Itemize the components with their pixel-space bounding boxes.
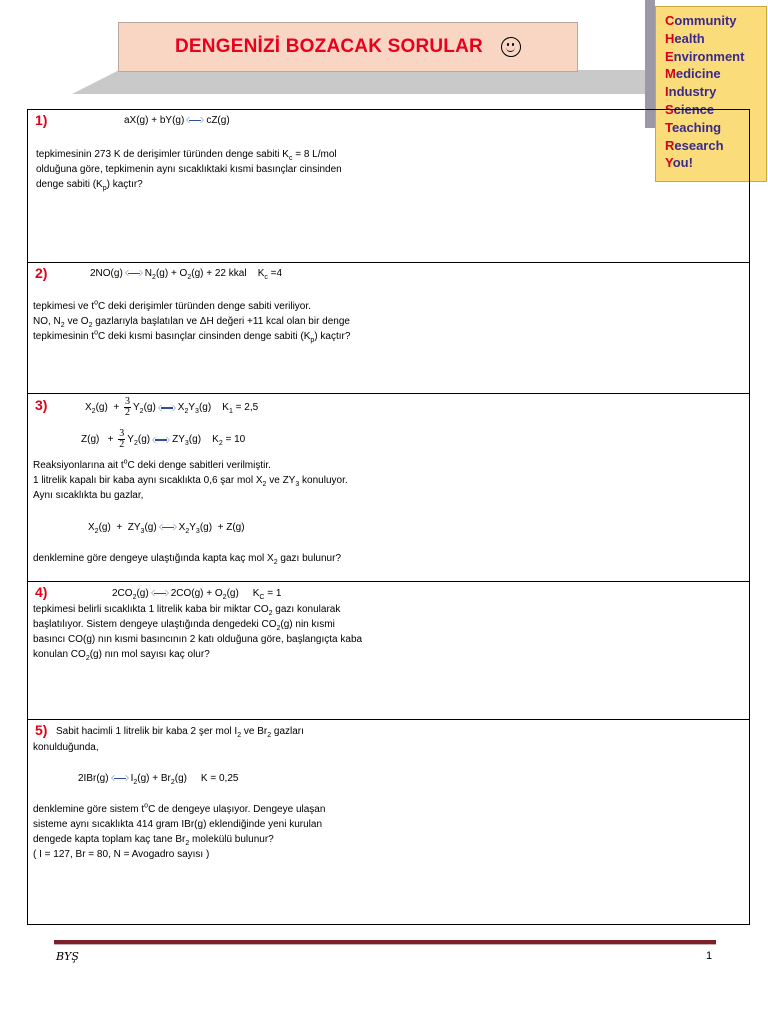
- question-intro: Sabit hacimli 1 litrelik bir kaba 2 şer mol $I_2$ ve $Br_2$ gazları: [56, 726, 304, 739]
- author-initials: ΒΥŞ: [56, 950, 79, 963]
- equation: 2NO(g) $N_2(g) + O_2(g) + 22$ kkal $K_c =4$: [90, 268, 283, 281]
- equilibrium-arrow-icon: [151, 590, 169, 596]
- question-3: [27, 393, 750, 582]
- question-number: 1): [35, 112, 48, 128]
- question-2: [27, 262, 750, 394]
- acronym-row: Community: [665, 13, 737, 28]
- equilibrium-arrow-icon: [125, 270, 143, 276]
- smiley-face-icon: [501, 37, 521, 57]
- question-intro-2: konulduğunda,: [33, 742, 99, 753]
- question-number: 4): [35, 584, 48, 600]
- acronym-row: Science: [665, 101, 715, 117]
- acronym-row: Environment: [665, 48, 745, 64]
- equation-2: Z(g) + $\frac{3}{2}$ $Y_2(g)$ $ZY_3(g)$ $K_2 = 10$: [81, 428, 246, 450]
- equation: 2IBr(g) $I_2(g) + Br_2(g)$ K = 0,25: [78, 773, 239, 786]
- equation: aX(g) + bY(g) cZ(g): [124, 115, 230, 126]
- question-4: [27, 581, 750, 720]
- question-1: [27, 109, 750, 263]
- acronym-row: You!: [665, 155, 693, 171]
- question-text: tepkimesi belirli sıcaklıkta 1 litrelik kaba bir miktar $CO_2$ gazı konularak başlatılıyor. Sistem dengeye ulaştığında dengedeki $CO_2(g)$ nin kısmi basıncı CO(g) nın kısmi basıncının 2 katı olduğuna göre, başlangıçta kaba konulan $CO_2(g)$ nın mol sayısı kaç olur?: [33, 604, 363, 662]
- question-number: 2): [35, 265, 48, 281]
- acronym-row: Research: [665, 137, 724, 153]
- footer-rule-thin: [54, 944, 716, 945]
- equilibrium-arrow-icon: [159, 524, 177, 530]
- page-number: 1: [706, 950, 713, 962]
- equilibrium-arrow-icon: [111, 775, 129, 781]
- acronym-row: Medicine: [665, 66, 721, 82]
- page-title: DENGENİZİ BOZACAK SORULAR: [175, 36, 483, 57]
- equilibrium-arrow-icon: [186, 117, 204, 123]
- question-5: [27, 719, 750, 925]
- question-number: 3): [35, 397, 48, 413]
- equation: $2CO_2(g) 2CO(g) + O_2(g)$ $K_C = 1$: [112, 588, 282, 601]
- equilibrium-arrow-icon: [158, 405, 176, 411]
- question-text-end: denklemine göre dengeye ulaştığında kapta kaç mol $X_2$ gazı bulunur?: [33, 553, 342, 566]
- question-text: denklemine göre sistem $t^oC$ de dengeye ulaşıyor. Dengeye ulaşan sisteme aynı sıcaklıkta 414 gram IBr(g) eklendiğinde yeni kurulan dengede kapta toplam kaç tane $Br_2$ molekülü bulunur? ( I = 127, Br = 80, N = Avogadro sayısı ): [33, 802, 326, 860]
- question-text: tepkimesi ve $t^oC$ deki derişimler türünden denge sabiti veriliyor. NO, $N_2$ ve $O_2$ gazlarıyla başlatılan ve ΔH değeri +11 kcal olan bir denge tepkimesinin $t^oC$ deki kısmi basınçlar cinsinden denge sabiti $(K_p)$ kaçtır?: [33, 299, 351, 344]
- acronym-row: Teaching: [665, 119, 722, 135]
- equation-3: $X_2(g) + ZY_3(g) X_2Y_3(g) + Z(g)$: [88, 522, 245, 535]
- acronym-row: Health: [665, 30, 705, 46]
- question-text: tepkimesinin 273 K de derişimler türünden denge sabiti $K_c = 8$ L/mol olduğuna göre, tepkimenin aynı sıcaklıktaki kısmi basınçlar cinsinden denge sabiti $(K_p)$ kaçtır?: [36, 149, 342, 192]
- title-banner: [118, 22, 578, 72]
- equation-1: $X_2(g)$ + $\frac{3}{2}$ $Y_2(g)$ $X_2Y_3(g)$ $K_1 = 2,5$: [85, 396, 259, 418]
- banner-shadow: [72, 70, 662, 94]
- fraction: $\frac{3}{2}$: [124, 396, 130, 418]
- fraction: $\frac{3}{2}$: [119, 428, 125, 450]
- question-number: 5): [35, 722, 48, 738]
- equilibrium-arrow-icon: [152, 437, 170, 443]
- question-text: Reaksiyonlarına ait $t^oC$ deki denge sabitleri verilmiştir. 1 litrelik kapalı bir kaba aynı sıcaklıkta 0,6 şar mol $X_2$ ve $ZY_3$ konuluyor. Aynı sıcaklıkta bu gazlar,: [33, 458, 348, 501]
- acronym-row: Industry: [665, 84, 717, 100]
